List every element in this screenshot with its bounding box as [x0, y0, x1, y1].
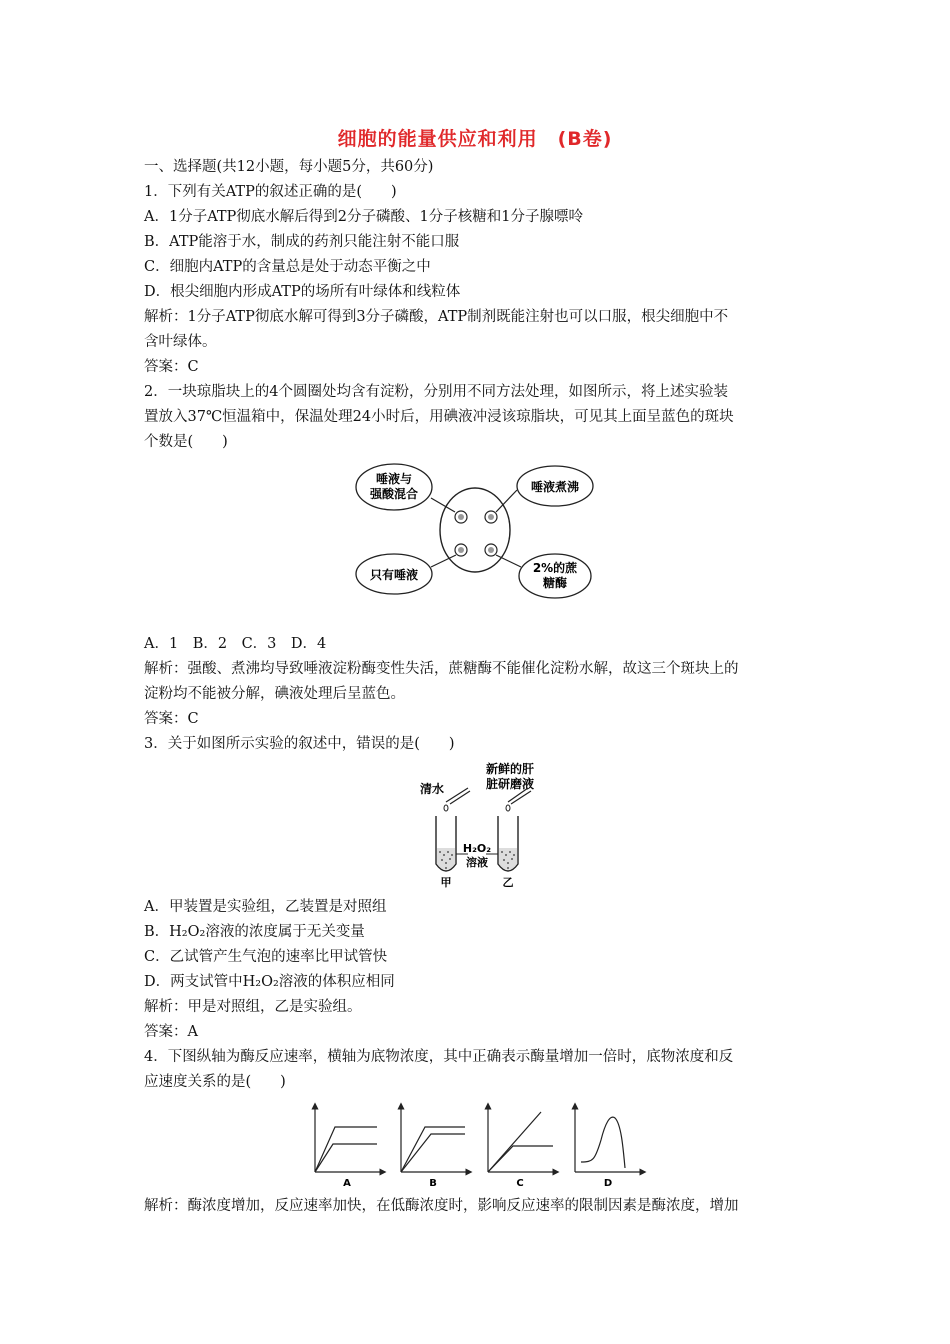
q3-option-c: C．乙试管产生气泡的速率比甲试管快 — [144, 949, 388, 965]
q1-option-d: D．根尖细胞内形成ATP的场所有叶绿体和线粒体 — [144, 284, 461, 300]
graph-c-label: C — [516, 1178, 524, 1189]
label-tube-a: 甲 — [440, 876, 452, 889]
q2-analysis: 解析：强酸、煮沸均导致唾液淀粉酶变性失活，蔗糖酶不能催化淀粉水解，故这三个斑块上的 — [144, 661, 739, 677]
q3-option-d: D．两支试管中H₂O₂溶液的体积应相同 — [144, 974, 395, 990]
graph-c — [488, 1106, 556, 1189]
agar-block — [440, 488, 510, 572]
label-bottom-left: 只有唾液 — [369, 568, 419, 582]
question-3: 3．关于如图所示实验的叙述中，错误的是( ) — [144, 736, 455, 752]
label-top-left-2: 强酸混合 — [369, 487, 419, 501]
q3-answer: 答案：A — [144, 1024, 198, 1040]
graph-a-label: A — [343, 1178, 351, 1189]
q1-answer: 答案：C — [144, 359, 199, 375]
label-top-right: 唾液煮沸 — [530, 480, 580, 494]
rate-graphs-figure — [305, 1100, 650, 1190]
question-2-cont2: 个数是( ) — [144, 434, 228, 450]
label-tube-b: 乙 — [502, 876, 514, 889]
q2-options: A．1 B．2 C．3 D．4 — [144, 636, 327, 652]
label-top-left-1: 唾液与 — [375, 472, 413, 486]
page-title: 细胞的能量供应和利用 (B卷) — [337, 128, 613, 150]
label-h2o2-2: 溶液 — [466, 856, 488, 869]
question-1: 1．下列有关ATP的叙述正确的是( ) — [144, 184, 397, 200]
label-bottom-right-1: 2%的蔗 — [532, 561, 578, 575]
q3-option-a: A．甲装置是实验组，乙装置是对照组 — [144, 899, 387, 915]
q3-option-b: B．H₂O₂溶液的浓度属于无关变量 — [144, 924, 365, 940]
q2-answer: 答案：C — [144, 711, 199, 727]
graph-a — [315, 1106, 383, 1189]
graph-b-label: B — [429, 1178, 437, 1189]
label-water: 清水 — [419, 782, 445, 796]
question-2: 2．一块琼脂块上的4个圆圈处均含有淀粉，分别用不同方法处理，如图所示，将上述实验装 — [144, 384, 728, 400]
q3-analysis: 解析：甲是对照组，乙是实验组。 — [144, 999, 362, 1015]
section-heading: 一、选择题(共12小题，每小题5分，共60分) — [144, 159, 434, 175]
graph-d-label: D — [603, 1178, 613, 1189]
q2-analysis-cont: 淀粉均不能被分解，碘液处理后呈蓝色。 — [144, 686, 405, 702]
question-2-cont: 置放入37℃恒温箱中，保温处理24小时后，用碘液冲浸该琼脂块，可见其上面呈蓝色的斑块 — [144, 409, 734, 425]
label-liver-1: 新鲜的肝 — [485, 762, 535, 776]
q1-option-b: B．ATP能溶于水，制成的药剂只能注射不能口服 — [144, 234, 460, 250]
label-bottom-right-2: 糖酶 — [542, 576, 568, 590]
q1-option-a: A．1分子ATP彻底水解后得到2分子磷酸、1分子核糖和1分子腺嘌呤 — [144, 209, 583, 225]
q4-analysis: 解析：酶浓度增加，反应速率加快，在低酶浓度时，影响反应速率的限制因素是酶浓度，增加 — [144, 1198, 739, 1214]
label-h2o2-1: H₂O₂ — [462, 842, 492, 855]
graph-b — [401, 1106, 469, 1189]
question-4: 4．下图纵轴为酶反应速率，横轴为底物浓度，其中正确表示酶量增加一倍时，底物浓度和反 — [144, 1049, 734, 1065]
graph-d — [575, 1106, 643, 1189]
agar-block-figure — [355, 460, 595, 600]
label-liver-2: 脏研磨液 — [485, 777, 535, 791]
q1-analysis: 解析：1分子ATP彻底水解可得到3分子磷酸，ATP制剂既能注射也可以口服，根尖细胞中不 — [144, 309, 729, 325]
q1-analysis-cont: 含叶绿体。 — [144, 334, 217, 350]
question-4-cont: 应速度关系的是( ) — [144, 1074, 286, 1090]
test-tube-figure — [410, 760, 550, 890]
q1-option-c: C．细胞内ATP的含量总是处于动态平衡之中 — [144, 259, 431, 275]
